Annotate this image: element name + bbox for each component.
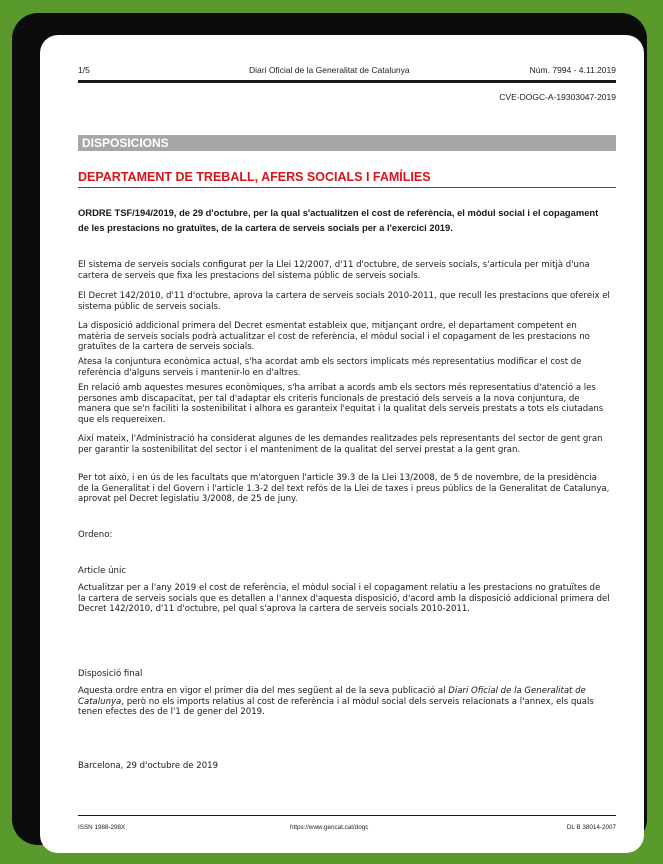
signature-place-date: Barcelona, 29 d'octubre de 2019 — [78, 761, 219, 771]
article-text: Actualitzar per a l'any 2019 el cost de referència, el mòdul social i el copagament relatiu a les prestacions no gratuïtes de la cartera de serveis socials que es detallen a l'annex d'aquesta disposició, d'acord amb la disposició addicional primera del Decret 142/2010, d'11 d'octubre, pel qual s'aprova la cartera de serveis socials 2010-2011. — [78, 583, 610, 615]
gazette-name: Diari Oficial de la Generalitat de Catalunya — [78, 686, 586, 707]
article-heading: Article únic — [78, 566, 127, 576]
header-rule — [78, 80, 616, 83]
final-text-before: Aquesta ordre entra en vigor el primer dia del mes següent al de la seva publicació al — [78, 686, 449, 696]
final-heading: Disposició final — [78, 669, 143, 679]
paragraph-1: El sistema de serveis socials configurat per la Llei 12/2007, d'11 d'octubre, de serveis socials, s'articula per mitjà d'una cartera de serveis que fixa les prestacions del sistema públic de serveis socials. — [78, 260, 590, 281]
paragraph-5: En relació amb aquestes mesures econòmiques, s'ha arribat a acords amb els sectors més representatius d'atenció a les persones amb discapacitat, per tal d'adaptar els criteris funcionals de prestació dels serveis a la nova conjuntura, de manera que se'n faciliti la sostenibilitat i alhora es garanteix l'equitat i la qualitat dels serveis prestats a tots els ciutadans que els requereixen. — [78, 383, 604, 425]
document-page — [40, 35, 644, 853]
paragraph-3: La disposició addicional primera del Decret esmentat estableix que, mitjançant ordre, el departament competent en matèria de serveis socials podrà actualitzar el cost de referència, el mòdul social i el copagament de les prestacions no gratuïtes de la cartera de serveis socials. — [78, 321, 590, 353]
page-number: 1/5 — [78, 65, 90, 75]
section-title: DISPOSICIONS — [78, 135, 616, 151]
footer-rule — [78, 815, 616, 816]
publication-name: Diari Oficial de la Generalitat de Catalunya — [249, 65, 410, 75]
ordeno-label: Ordeno: — [78, 530, 113, 540]
document-code: CVE-DOGC-A-19303047-2019 — [499, 92, 616, 102]
device-frame — [12, 13, 647, 845]
dogc-link[interactable]: https://www.gencat.cat/dogc — [290, 824, 369, 831]
paragraph-7: Per tot això, i en ús de les facultats que m'atorguen l'article 39.3 de la Llei 13/2008, de 5 de novembre, de la presidència de la Generalitat i del Govern i l'article 1.3-2 del text refós de la Llei de taxes i preus públics de la Generalitat de Catalunya, aprovat pel Decret legislatiu 3/2008, de 25 de juny. — [78, 473, 610, 505]
order-title: ORDRE TSF/194/2019, de 29 d'octubre, per la qual s'actualitzen el cost de referència, el mòdul social i el copagament de les prestacions no gratuïtes, de la cartera de serveis socials per a l'exercici 2019. — [78, 207, 599, 233]
final-text-after: , però no els imports relatius al cost de referència i al mòdul social dels serveis relacionats a l'annex, els quals tenen efectes des de l'1 de gener del 2019. — [78, 696, 594, 718]
department-title: DEPARTAMENT DE TREBALL, AFERS SOCIALS I FAMÍLIES — [78, 170, 431, 184]
issue-number: Núm. 7994 - 4.11.2019 — [529, 65, 616, 75]
paragraph-6: Així mateix, l'Administració ha considerat algunes de les demandes realitzades pels representants del sector de gent gran per garantir la sostenibilitat del sector i el manteniment de la qualitat del servei prestat a la gent gran. — [78, 434, 603, 455]
final-text — [78, 686, 610, 718]
department-rule — [78, 187, 616, 188]
issn: ISSN 1988-298X — [78, 824, 126, 831]
paragraph-2: El Decret 142/2010, d'11 d'octubre, aprova la cartera de serveis socials 2010-2011, que recull les prestacions que ofereix el sistema públic de serveis socials. — [78, 291, 610, 312]
paragraph-4: Atesa la conjuntura econòmica actual, s'ha acordat amb els sectors implicats més representatius modificar el cost de referència d'alguns serveis i mantenir-lo en d'altres. — [78, 357, 582, 378]
legal-deposit: DL B 38014-2007 — [566, 824, 616, 831]
